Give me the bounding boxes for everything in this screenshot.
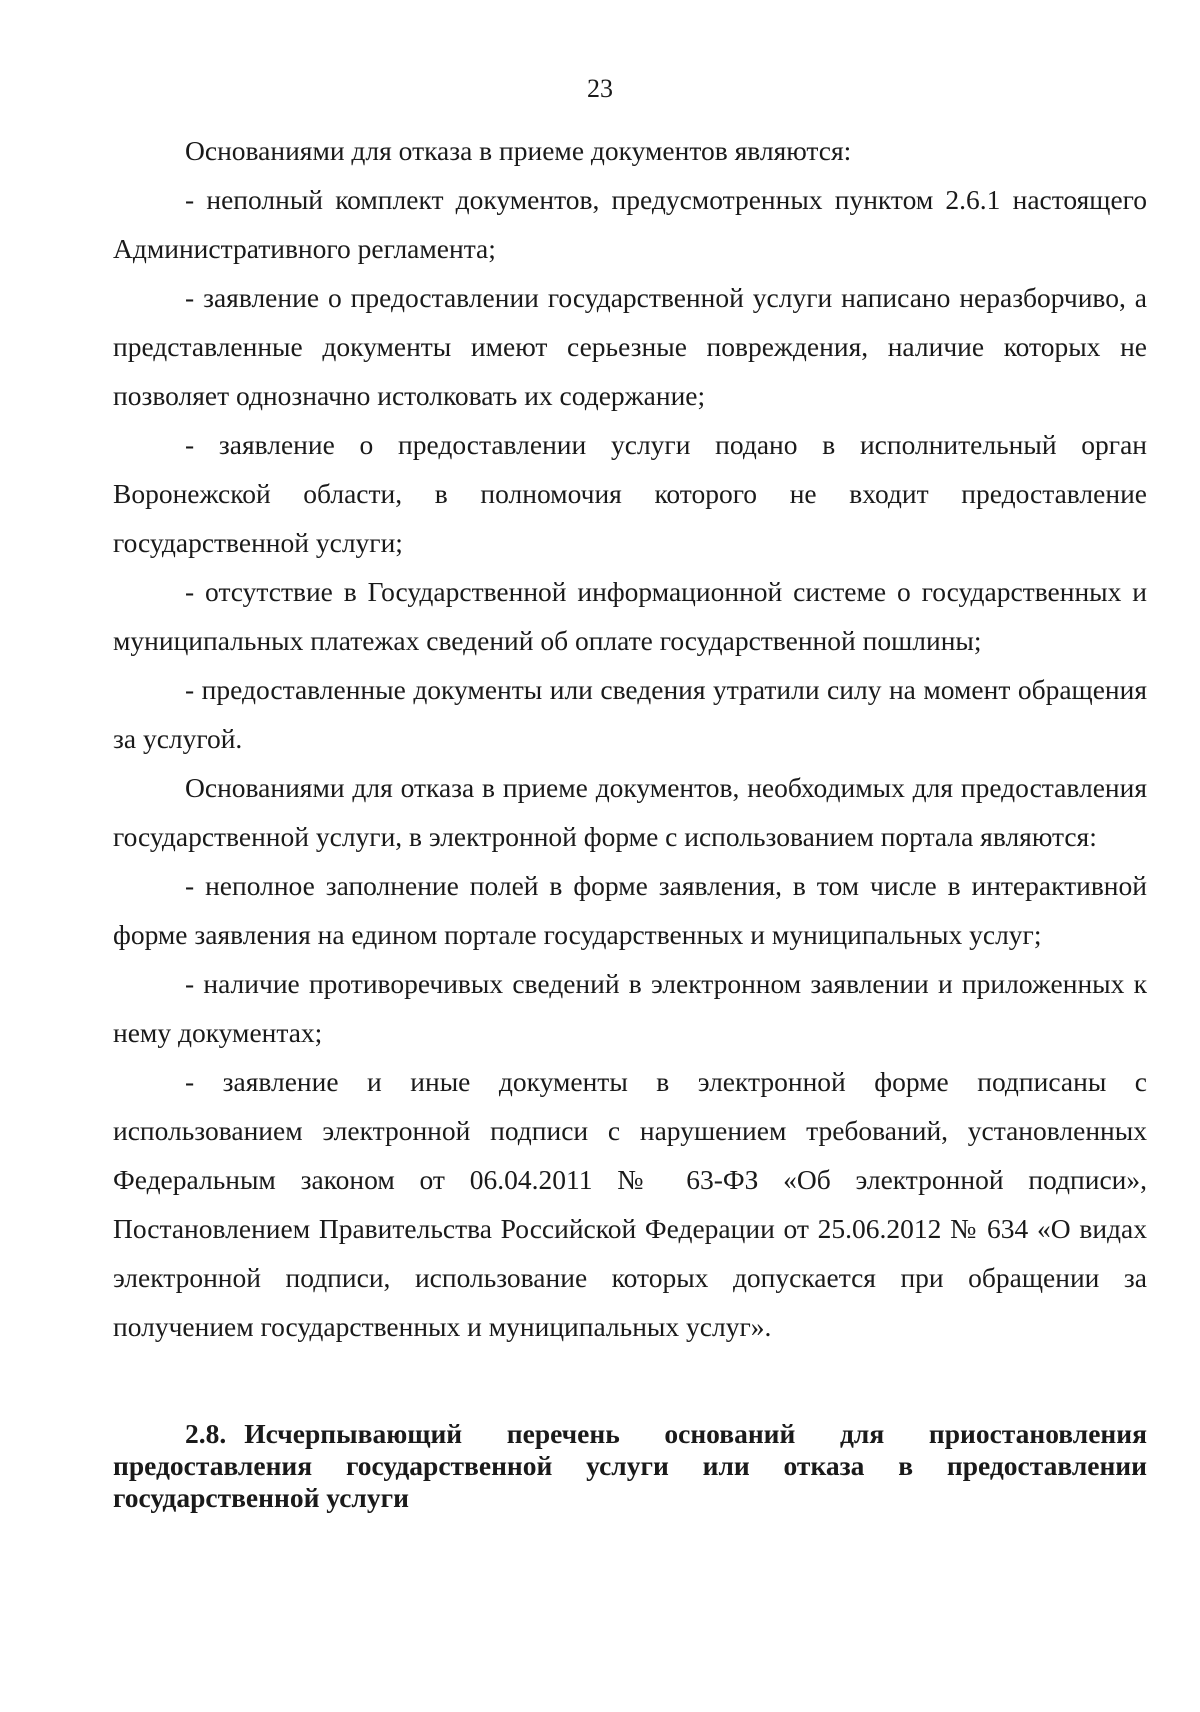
section-number: 2.8. (185, 1418, 227, 1449)
paragraph-incomplete-set: - неполный комплект документов, предусмотренных пунктом 2.6.1 настоящего Административного регламента; (113, 184, 1147, 264)
section-title: Исчерпывающий перечень оснований для приостановления предоставления государственной услуги или отказа в предоставлении государственной услуги (113, 1418, 1147, 1513)
paragraph-expired-documents: - предоставленные документы или сведения утратили силу на момент обращения за услугой. (113, 674, 1147, 754)
section-heading (113, 1418, 1147, 1514)
paragraph-wrong-authority: - заявление о предоставлении услуги подано в исполнительный орган Воронежской области, в полномочия которого не входит предоставление государственной услуги; (113, 429, 1147, 558)
paragraph-grounds-intro: Основаниями для отказа в приеме документов являются: (185, 135, 852, 166)
paragraph-electronic-grounds-intro: Основаниями для отказа в приеме документов, необходимых для предоставления государственной услуги, в электронной форме с использованием портала являются: (113, 772, 1147, 852)
document-body (113, 126, 1147, 1351)
paragraph-illegible-application: - заявление о предоставлении государственной услуги написано неразборчиво, а представленные документы имеют серьезные повреждения, наличие которых не позволяет однозначно истолковать их содержание; (113, 282, 1147, 411)
paragraph-signature-violation: - заявление и иные документы в электронной форме подписаны с использованием электронной подписи с нарушением требований, установленных Федеральным законом от 06.04.2011 № 63-ФЗ «Об электронной подписи», Постановлением Правительства Российской Федерации от 25.06.2012 № 634 «О видах электронной подписи, использование которых допускается при обращении за получением государственных и муниципальных услуг». (113, 1066, 1147, 1342)
page-number: 23 (587, 74, 613, 103)
paragraph-contradictory-info: - наличие противоречивых сведений в электронном заявлении и приложенных к нему документах; (113, 968, 1147, 1048)
paragraph-no-payment-info: - отсутствие в Государственной информационной системе о государственных и муниципальных платежах сведений об оплате государственной пошлины; (113, 576, 1147, 656)
paragraph-incomplete-fields: - неполное заполнение полей в форме заявления, в том числе в интерактивной форме заявления на едином портале государственных и муниципальных услуг; (113, 870, 1147, 950)
